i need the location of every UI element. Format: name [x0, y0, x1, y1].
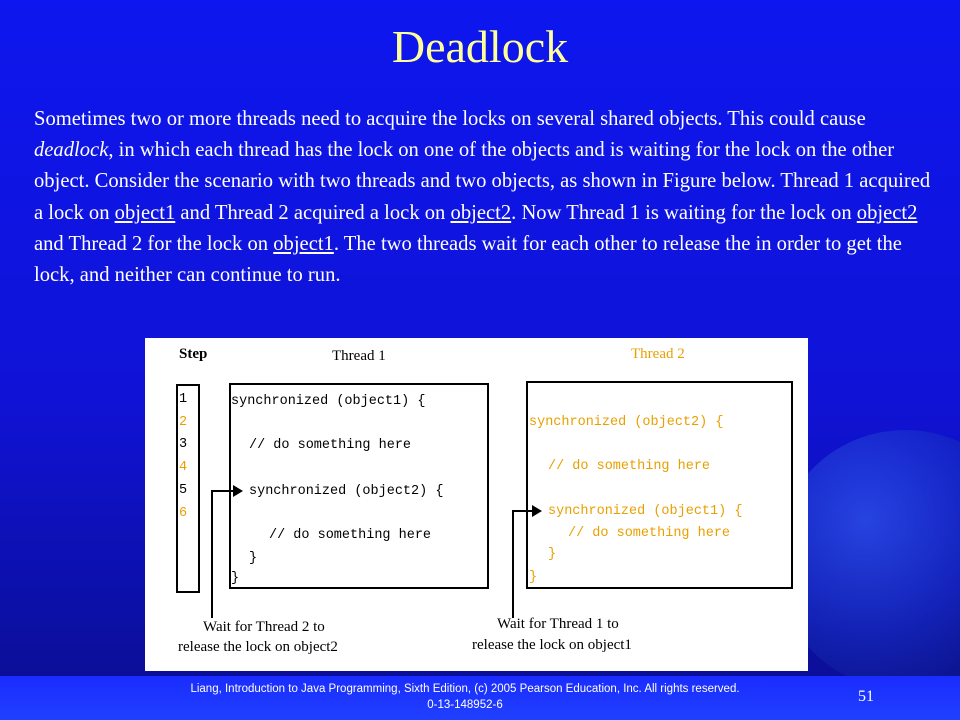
wait-arrow-line [512, 510, 514, 618]
body-term-object2: object2 [450, 201, 512, 224]
body-text-3: and Thread 2 acquired a lock on [175, 201, 451, 224]
step-header: Step [179, 346, 208, 362]
thread2-header: Thread 2 [631, 346, 685, 362]
thread1-code-line: // do something here [249, 438, 412, 453]
thread1-code-line: synchronized (object1) { [231, 394, 426, 409]
body-text-5: and Thread 2 for the lock on [34, 232, 274, 255]
step-number: 6 [179, 506, 188, 521]
step-number: 4 [179, 460, 188, 475]
deadlock-figure [145, 338, 808, 671]
wait-arrow-line [211, 490, 213, 618]
step-number: 3 [179, 437, 188, 452]
wait-arrowhead [233, 485, 243, 497]
thread2-code-line: // do something here [548, 459, 711, 474]
wait-label-thread1: Wait for Thread 2 to [203, 619, 325, 635]
step-number: 5 [179, 483, 188, 498]
body-text-4: . Now Thread 1 is waiting for the lock on [511, 201, 857, 224]
thread1-header: Thread 1 [332, 348, 386, 364]
thread2-code-line: synchronized (object1) { [548, 504, 743, 519]
wait-label-thread2: release the lock on object1 [472, 637, 632, 653]
wait-label-thread1: release the lock on object2 [178, 639, 338, 655]
body-text-1: Sometimes two or more threads need to acquire the locks on several shared objects. This could cause [34, 108, 866, 130]
thread2-code-box [526, 381, 793, 589]
body-term-object1: object1 [273, 232, 334, 255]
wait-arrow-line [211, 490, 235, 492]
slide-title: Deadlock [391, 21, 569, 72]
thread2-code-line: } [529, 570, 538, 585]
body-term-deadlock: deadlock [34, 139, 109, 162]
body-term-object1: object1 [114, 201, 176, 224]
thread1-code-line: } [231, 571, 240, 586]
body-term-object2: object2 [856, 201, 918, 224]
wait-arrowhead [532, 505, 542, 517]
footer-citation: Liang, Introduction to Java Programming, Sixth Edition, (c) 2005 Pearson Education, Inc. All rights reserved. 0-13-148952-6 [190, 683, 740, 711]
thread2-code-line: } [548, 547, 557, 562]
thread1-code-line: synchronized (object2) { [249, 484, 444, 499]
body-text-6: . The two threads wait for each other to release the in order to get the lock, and neither can continue to run. [34, 232, 902, 287]
step-number: 2 [179, 415, 188, 430]
slide-body-paragraph [34, 104, 934, 291]
step-number: 1 [179, 392, 188, 407]
wait-arrow-line [512, 510, 534, 512]
wait-label-thread2: Wait for Thread 1 to [497, 616, 619, 632]
thread2-code-line: // do something here [568, 526, 731, 541]
page-number: 51 [858, 688, 874, 705]
thread1-code-line: // do something here [269, 528, 432, 543]
body-text-2: , in which each thread has the lock on one of the objects and is waiting for the lock on the other object. Consider the scenario with two threads and two objects, as shown in Figure below. Thread 1 acquired a lock on [34, 139, 931, 224]
thread1-code-line: } [249, 551, 258, 566]
thread2-code-line: synchronized (object2) { [529, 415, 724, 430]
